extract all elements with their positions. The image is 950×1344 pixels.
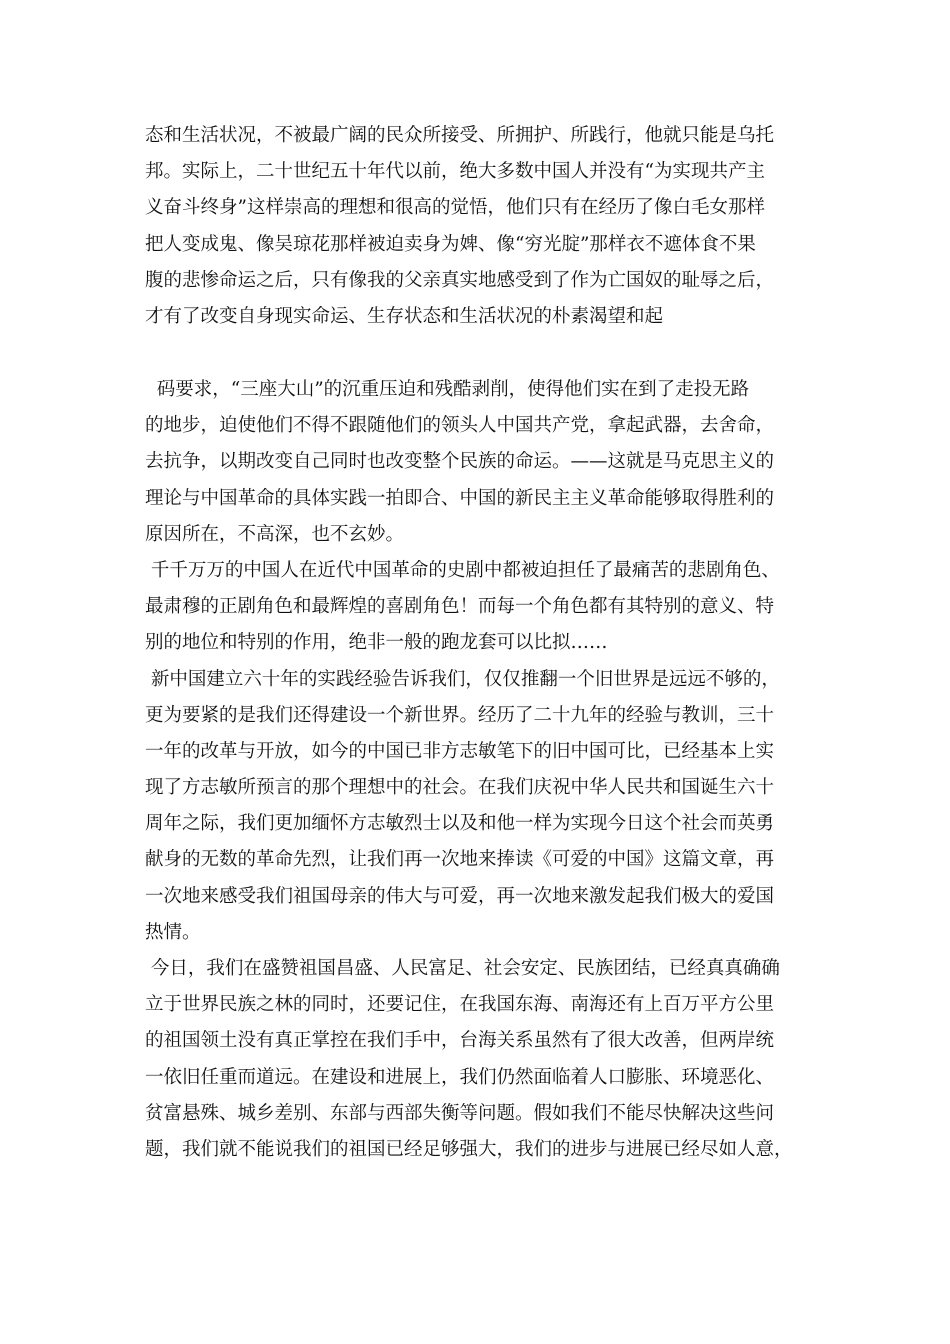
- text-line: 才有了改变自身现实命运、生存状态和生活状况的朴素渴望和起: [145, 305, 664, 327]
- text-line: 的祖国领土没有真正掌控在我们手中，台海关系虽然有了很大改善，但两岸统: [145, 1030, 775, 1052]
- text-line: 立于世界民族之林的同时，还要记住，在我国东海、南海还有上百万平方公里: [145, 994, 775, 1016]
- text-line: 一依旧任重而道远。在建设和进展上，我们仍然面临着人口膨胀、环境恶化、: [145, 1066, 775, 1088]
- text-line: 把人变成鬼、像吴琼花那样被迫卖身为婢、像“穷光腚”那样衣不遮体食不果: [145, 233, 756, 255]
- text-line: 现了方志敏所预言的那个理想中的社会。在我们庆祝中华人民共和国诞生六十: [145, 777, 775, 799]
- text-line: 一次地来感受我们祖国母亲的伟大与可爱，再一次地来激发起我们极大的爱国: [145, 885, 775, 907]
- text-line: 理论与中国革命的具体实践一拍即合、中国的新民主主义革命能够取得胜利的: [145, 487, 775, 509]
- text-line: 码要求，“三座大山”的沉重压迫和残酷剥削，使得他们实在到了走投无路: [145, 379, 750, 400]
- text-line: 邦。实际上，二十世纪五十年代以前，绝大多数中国人并没有“为实现共产主: [145, 161, 765, 183]
- text-line: 热情。: [145, 921, 201, 943]
- text-line: 更为要紧的是我们还得建设一个新世界。经历了二十九年的经验与教训，三十: [145, 704, 775, 726]
- text-line: 的地步，迫使他们不得不跟随他们的领头人中国共产党，拿起武器，去舍命，: [145, 415, 775, 437]
- text-line: 千千万万的中国人在近代中国革命的史剧中都被迫担任了最痛苦的悲剧角色、: [145, 559, 780, 581]
- text-line: 新中国建立六十年的实践经验告诉我们，仅仅推翻一个旧世界是远远不够的，: [145, 668, 780, 690]
- text-line: 腹的悲惨命运之后，只有像我的父亲真实地感受到了作为亡国奴的耻辱之后，: [145, 269, 775, 291]
- text-line: 态和生活状况，不被最广阔的民众所接受、所拥护、所践行，他就只能是乌托: [145, 125, 775, 146]
- text-line: 去抗争，以期改变自己同时也改变整个民族的命运。——这就是马克思主义的: [145, 451, 775, 473]
- text-line: 献身的无数的革命先烈，让我们再一次地来捧读《可爱的中国》这篇文章，再: [145, 849, 775, 871]
- text-line: 原因所在，不高深，也不玄妙。: [145, 523, 405, 545]
- text-line: 义奋斗终身”这样崇高的理想和很高的觉悟，他们只有在经历了像白毛女那样: [145, 197, 765, 219]
- text-line: 最肃穆的正剧角色和最辉煌的喜剧角色！而每一个角色都有其特别的意义、特: [145, 596, 775, 618]
- paragraph-block-2: [145, 372, 810, 1168]
- text-line: 贫富悬殊、城乡差别、东部与西部失衡等问题。假如我们不能尽快解决这些问: [145, 1102, 775, 1124]
- text-line: 周年之际，我们更加缅怀方志敏烈士以及和他一样为实现今日这个社会而英勇: [145, 813, 775, 835]
- text-line: 一年的改革与开放，如今的中国已非方志敏笔下的旧中国可比，已经基本上实: [145, 740, 775, 762]
- paragraph-block-1: [145, 118, 810, 335]
- text-line: 别的地位和特别的作用，绝非一般的跑龙套可以比拟……: [145, 632, 608, 654]
- text-line: 今日，我们在盛赞祖国昌盛、人民富足、社会安定、民族团结，已经真真确确: [145, 958, 780, 979]
- text-line: 题，我们就不能说我们的祖国已经足够强大，我们的进步与进展已经尽如人意，: [145, 1138, 793, 1160]
